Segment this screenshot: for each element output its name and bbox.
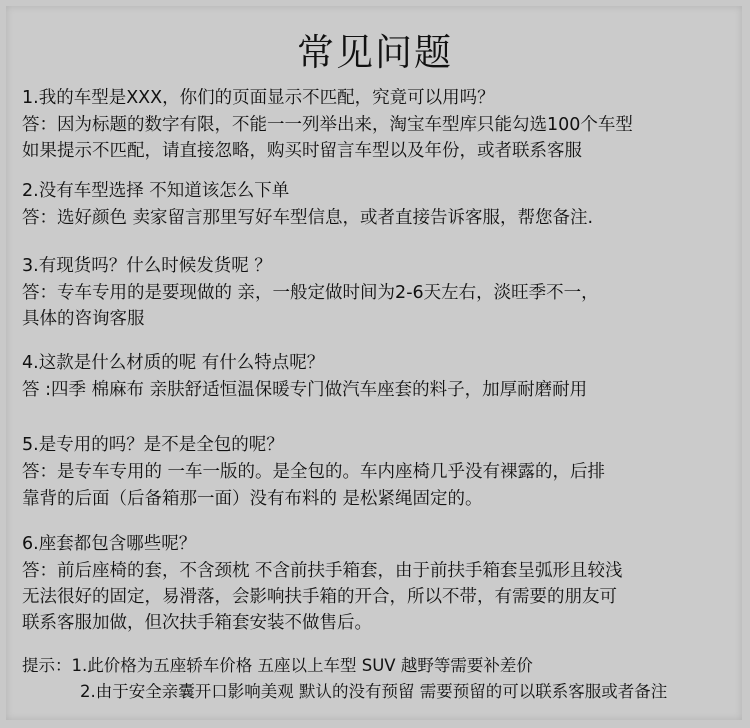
faq-question-3: 3.有现货吗？什么时候发货呢 ？ — [22, 256, 272, 276]
faq-question-5: 5.是专用的吗？是不是全包的呢？ — [22, 435, 284, 455]
page-title: 常见问题 — [297, 31, 453, 74]
faq-question-1: 1.我的车型是XXX，你们的页面显示不匹配，究竟可以用吗？ — [22, 88, 495, 108]
faq-question-6: 6.座套都包含哪些呢？ — [22, 534, 197, 554]
faq-answer-6-line-3: 联系客服加做，但次扶手箱套安装不做售后。 — [22, 613, 372, 633]
notice-line-1: 提示：1.此价格为五座轿车价格 五座以上车型 SUV 越野等需要补差价 — [22, 656, 533, 675]
faq-answer-6-line-1: 答：前后座椅的套，不含颈枕 不含前扶手箱套，由于前扶手箱套呈弧形且较浅 — [22, 561, 623, 581]
faq-answer-5-line-2: 靠背的后面（后备箱那一面）没有布料的 是松紧绳固定的。 — [22, 489, 483, 509]
faq-answer-3-line-2: 具体的咨询客服 — [22, 309, 145, 329]
faq-answer-1-line-1: 答：因为标题的数字有限，不能一一列举出来，淘宝车型库只能勾选100个车型 — [22, 115, 633, 135]
faq-answer-4-line-1: 答 :四季 棉麻布 亲肤舒适恒温保暖专门做汽车座套的料子，加厚耐磨耐用 — [22, 380, 588, 400]
faq-question-4: 4.这款是什么材质的呢 有什么特点呢？ — [22, 353, 325, 373]
faq-answer-3-line-1: 答：专车专用的是要现做的 亲，一般定做时间为2-6天左右，淡旺季不一， — [22, 283, 599, 303]
faq-answer-2-line-1: 答：选好颜色 卖家留言那里写好车型信息，或者直接告诉客服，帮您备注. — [22, 208, 594, 228]
faq-answer-1-line-2: 如果提示不匹配，请直接忽略，购买时留言车型以及年份，或者联系客服 — [22, 141, 582, 161]
faq-question-2: 2.没有车型选择 不知道该怎么下单 — [22, 181, 290, 201]
faq-answer-6-line-2: 无法很好的固定，易滑落，会影响扶手箱的开合，所以不带，有需要的朋友可 — [22, 587, 617, 607]
notice-line-2: 2.由于安全亲囊开口影响美观 默认的没有预留 需要预留的可以联系客服或者备注 — [80, 682, 668, 701]
faq-answer-5-line-1: 答：是专车专用的 一车一版的。是全包的。车内座椅几乎没有裸露的，后排 — [22, 462, 606, 482]
